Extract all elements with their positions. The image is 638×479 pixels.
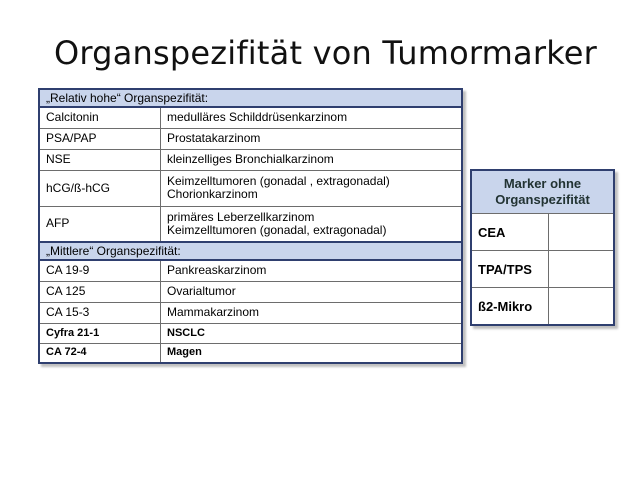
marker-cell: NSE (39, 149, 161, 170)
marker-cell: PSA/PAP (39, 128, 161, 149)
table-row (39, 281, 462, 302)
organ-cell: Mammakarzinom (161, 302, 463, 323)
marker-cell: Calcitonin (39, 107, 161, 128)
nonspecific-header-row (471, 170, 614, 214)
empty-cell (549, 288, 615, 326)
specificity-table (38, 88, 463, 364)
organ-cell: Pankreaskarzinom (161, 260, 463, 281)
empty-cell (549, 214, 615, 251)
marker-cell: CA 19-9 (39, 260, 161, 281)
table-row (471, 288, 614, 326)
slide-title: Organspezifität von Tumormarker (54, 34, 598, 72)
nonspecific-header (471, 170, 614, 214)
organ-cell: Prostatakarzinom (161, 128, 463, 149)
organ-line: Chorionkarzinom (167, 187, 258, 201)
table-row (39, 128, 462, 149)
table-row (39, 323, 462, 343)
organ-cell: medulläres Schilddrüsenkarzinom (161, 107, 463, 128)
marker-cell: CEA (471, 214, 549, 251)
organ-line: Keimzelltumoren (gonadal, extragonadal) (167, 222, 387, 237)
marker-cell: TPA/TPS (471, 251, 549, 288)
table-row (39, 170, 462, 206)
marker-cell: CA 125 (39, 281, 161, 302)
organ-cell: kleinzelliges Bronchialkarzinom (161, 149, 463, 170)
section-header-medium-label: „Mittlere“ Organspezifität: (39, 242, 462, 260)
organ-line: Keimzelltumoren (gonadal , extragonadal) (167, 174, 390, 188)
marker-cell: ß2-Mikro (471, 288, 549, 326)
section-header-high (39, 89, 462, 107)
empty-cell (549, 251, 615, 288)
nonspecific-markers-table (470, 169, 615, 326)
organ-cell: Ovarialtumor (161, 281, 463, 302)
organ-line: primäres Leberzellkarzinom (167, 209, 315, 224)
marker-cell: AFP (39, 206, 161, 242)
marker-cell: hCG/ß-hCG (39, 170, 161, 206)
organ-cell: NSCLC (161, 323, 463, 343)
marker-cell: CA 72-4 (39, 343, 161, 363)
nonspecific-header-line: Organspezifität (495, 192, 590, 207)
table-row (471, 251, 614, 288)
table-row (39, 149, 462, 170)
nonspecific-header-line: Marker ohne (503, 176, 582, 191)
table-row (39, 107, 462, 128)
table-row (39, 260, 462, 281)
organ-cell: Magen (161, 343, 463, 363)
table-row (471, 214, 614, 251)
table-row (39, 206, 462, 242)
section-header-high-label: „Relativ hohe“ Organspezifität: (39, 89, 462, 107)
table-row (39, 343, 462, 363)
section-header-medium (39, 242, 462, 260)
table-row (39, 302, 462, 323)
organ-cell (161, 206, 463, 242)
organ-cell (161, 170, 463, 206)
marker-cell: Cyfra 21-1 (39, 323, 161, 343)
marker-cell: CA 15-3 (39, 302, 161, 323)
